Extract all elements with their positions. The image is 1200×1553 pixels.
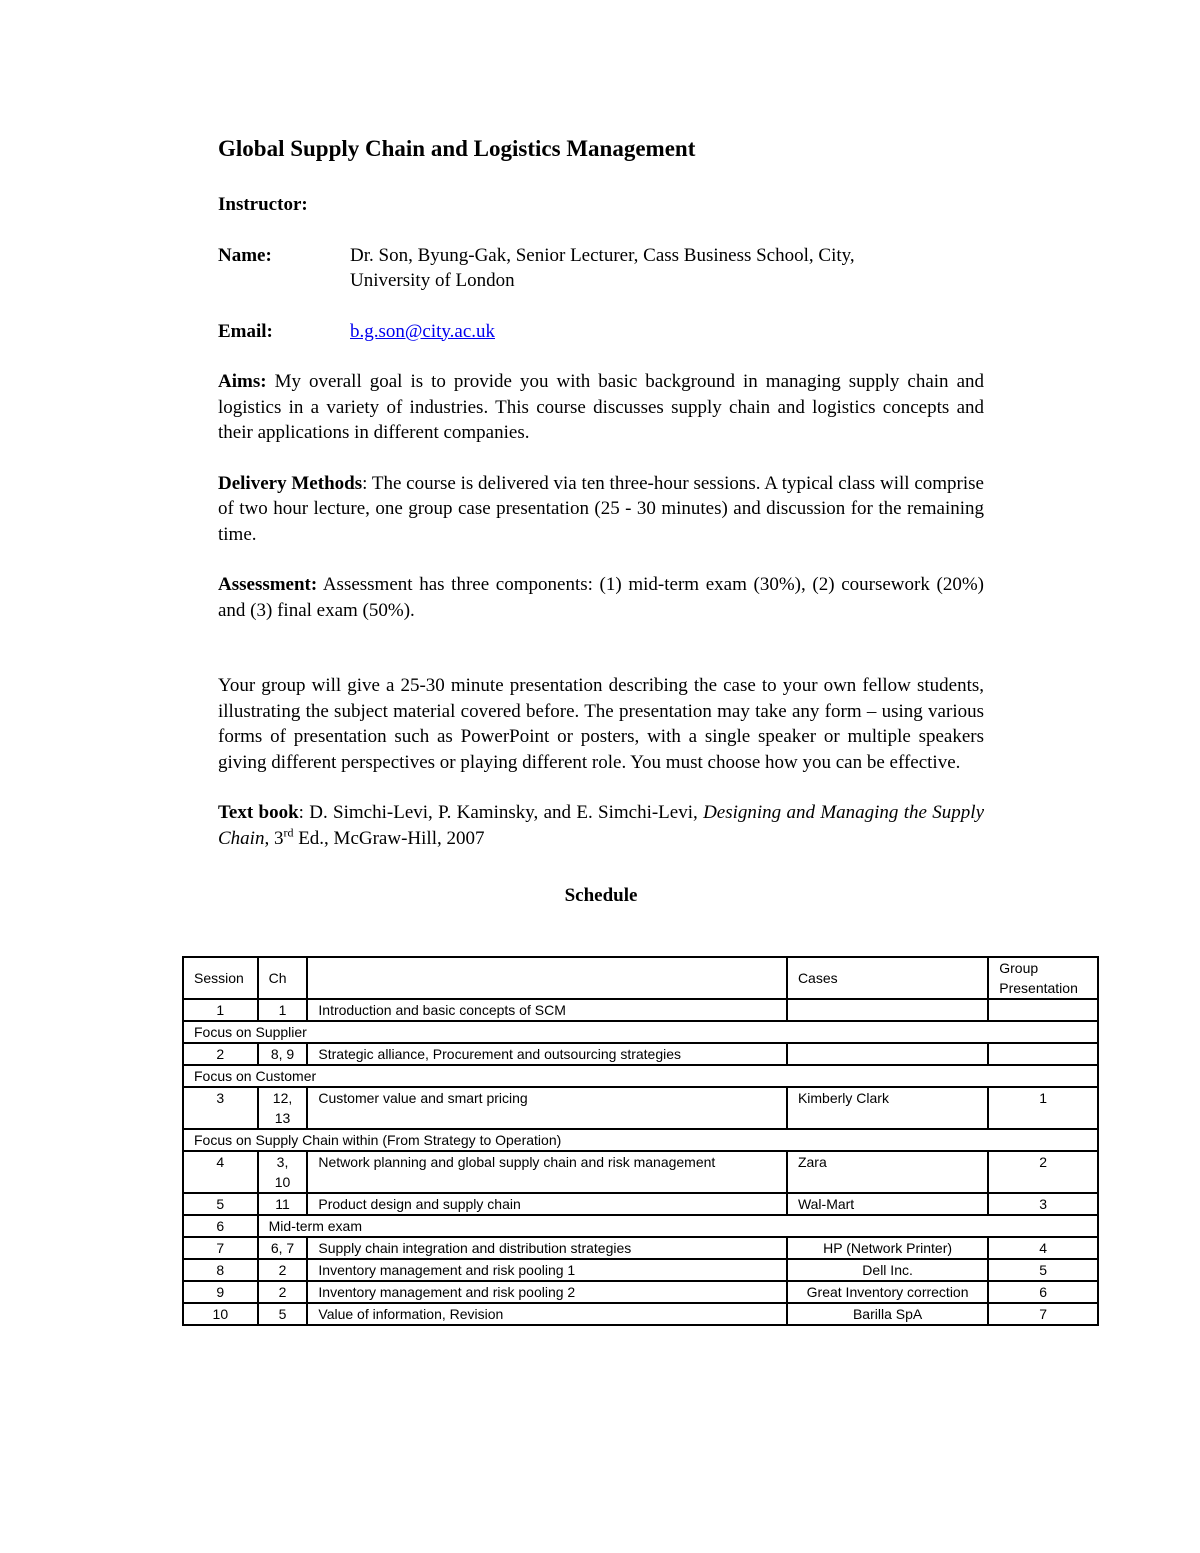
cell-ch: 3, 10 <box>258 1151 308 1193</box>
delivery-label: Delivery Methods <box>218 472 363 494</box>
cell-group: 2 <box>988 1151 1098 1193</box>
cell-group <box>988 1043 1098 1065</box>
cell-ch: 5 <box>258 1303 308 1325</box>
delivery-paragraph <box>218 471 984 548</box>
textbook-authors: : D. Simchi-Levi, P. Kaminsky, and E. Simchi-Levi, <box>298 802 704 823</box>
section-label: Focus on Supplier <box>183 1021 1098 1043</box>
cell-ch: 2 <box>258 1259 308 1281</box>
cell-topic: Inventory management and risk pooling 2 <box>307 1281 787 1303</box>
name-line-1: Dr. Son, Byung-Gak, Senior Lecturer, Cass Business School, City, <box>350 244 855 266</box>
document-title: Global Supply Chain and Logistics Management <box>218 136 696 161</box>
textbook-title: Designing and Managing the Supply Chain <box>218 802 985 849</box>
cell-group: 6 <box>988 1281 1098 1303</box>
header-ch: Ch <box>258 957 308 999</box>
cell-session: 10 <box>183 1303 258 1325</box>
table-row <box>183 1043 1098 1065</box>
cell-cases: Dell Inc. <box>787 1259 988 1281</box>
name-row <box>218 243 984 294</box>
cell-topic: Inventory management and risk pooling 1 <box>307 1259 787 1281</box>
cell-cases <box>787 1043 988 1065</box>
section-label: Focus on Supply Chain within (From Strategy to Operation) <box>183 1129 1098 1151</box>
cell-ch: 12, 13 <box>258 1087 308 1129</box>
email-label: Email: <box>218 320 273 342</box>
textbook-publisher: Ed., McGraw-Hill, 2007 <box>293 827 485 849</box>
cell-session: 8 <box>183 1259 258 1281</box>
cell-cases: Kimberly Clark <box>787 1087 988 1129</box>
cell-group: 7 <box>988 1303 1098 1325</box>
cell-ch: 8, 9 <box>258 1043 308 1065</box>
cell-topic: Value of information, Revision <box>307 1303 787 1325</box>
table-header-row <box>183 957 1098 999</box>
cell-cases <box>787 999 988 1021</box>
cell-topic: Supply chain integration and distribution strategies <box>307 1237 787 1259</box>
cell-topic: Product design and supply chain <box>307 1193 787 1215</box>
table-row <box>183 1151 1098 1193</box>
email-link[interactable]: b.g.son@city.ac.uk <box>350 320 496 342</box>
schedule-table <box>182 956 1099 1326</box>
assessment-label: Assessment: <box>218 574 318 595</box>
cell-topic: Customer value and smart pricing <box>307 1087 787 1129</box>
cell-session: 7 <box>183 1237 258 1259</box>
presentation-paragraph: Your group will give a 25-30 minute presentation describing the case to your own fellow students, illustrating the subject material covered before. The presentation may take any form – using various forms of presentation such as PowerPoint or posters, with a single speaker or multiple speakers giving different perspectives or playing different role. You must choose how you can be effective. <box>218 675 984 773</box>
cell-cases: Zara <box>787 1151 988 1193</box>
cell-ch: 6, 7 <box>258 1237 308 1259</box>
cell-midterm: Mid-term exam <box>258 1215 1098 1237</box>
table-row <box>183 1259 1098 1281</box>
cell-group: 4 <box>988 1237 1098 1259</box>
cell-cases: Wal-Mart <box>787 1193 988 1215</box>
header-cases: Cases <box>787 957 988 999</box>
table-section-row <box>183 1129 1098 1151</box>
table-row <box>183 999 1098 1021</box>
cell-session: 3 <box>183 1087 258 1129</box>
aims-paragraph <box>218 369 984 446</box>
textbook-paragraph <box>218 800 984 851</box>
cell-session: 9 <box>183 1281 258 1303</box>
schedule-title: Schedule <box>564 885 638 906</box>
textbook-label: Text book <box>218 802 299 823</box>
aims-text: My overall goal is to provide you with basic background in managing supply chain and logistics in a variety of industries. This course discusses supply chain and logistics concepts and their applications in different companies. <box>218 371 984 443</box>
table-row <box>183 1237 1098 1259</box>
name-line-2: University of London <box>350 270 515 291</box>
cell-cases: HP (Network Printer) <box>787 1237 988 1259</box>
cell-cases: Barilla SpA <box>787 1303 988 1325</box>
cell-topic: Network planning and global supply chain and risk management <box>307 1151 787 1193</box>
cell-group <box>988 999 1098 1021</box>
table-row <box>183 1087 1098 1129</box>
cell-topic: Introduction and basic concepts of SCM <box>307 999 787 1021</box>
name-label: Name: <box>218 244 272 266</box>
cell-ch: 1 <box>258 999 308 1021</box>
header-topic <box>307 957 787 999</box>
email-row <box>218 319 984 345</box>
cell-ch: 2 <box>258 1281 308 1303</box>
assessment-paragraph <box>218 572 984 623</box>
cell-ch: 11 <box>258 1193 308 1215</box>
assessment-text: Assessment has three components: (1) mid-term exam (30%), (2) coursework (20%) and (3) final exam (50%). <box>218 574 984 621</box>
table-section-row <box>183 1021 1098 1043</box>
cell-cases: Great Inventory correction <box>787 1281 988 1303</box>
cell-session: 6 <box>183 1215 258 1237</box>
document-body <box>218 134 984 909</box>
cell-session: 1 <box>183 999 258 1021</box>
cell-session: 4 <box>183 1151 258 1193</box>
delivery-text: : The course is delivered via ten three-hour sessions. A typical class will comprise of two hour lecture, one group case presentation (25 - 30 minutes) and discussion for the remaining time. <box>218 472 984 545</box>
textbook-edition-sup: rd <box>283 825 294 840</box>
cell-session: 5 <box>183 1193 258 1215</box>
header-session: Session <box>183 957 258 999</box>
table-section-row <box>183 1065 1098 1087</box>
cell-session: 2 <box>183 1043 258 1065</box>
aims-label: Aims: <box>218 371 267 392</box>
table-row <box>183 1281 1098 1303</box>
section-label: Focus on Customer <box>183 1065 1098 1087</box>
cell-group: 1 <box>988 1087 1098 1129</box>
instructor-heading: Instructor: <box>218 194 308 215</box>
header-group-presentation: Group Presentation <box>988 957 1098 999</box>
table-row <box>183 1193 1098 1215</box>
textbook-edition: , 3 <box>264 827 284 849</box>
table-row <box>183 1303 1098 1325</box>
cell-topic: Strategic alliance, Procurement and outsourcing strategies <box>307 1043 787 1065</box>
table-row <box>183 1215 1098 1237</box>
cell-group: 5 <box>988 1259 1098 1281</box>
cell-group: 3 <box>988 1193 1098 1215</box>
name-value <box>350 243 984 294</box>
